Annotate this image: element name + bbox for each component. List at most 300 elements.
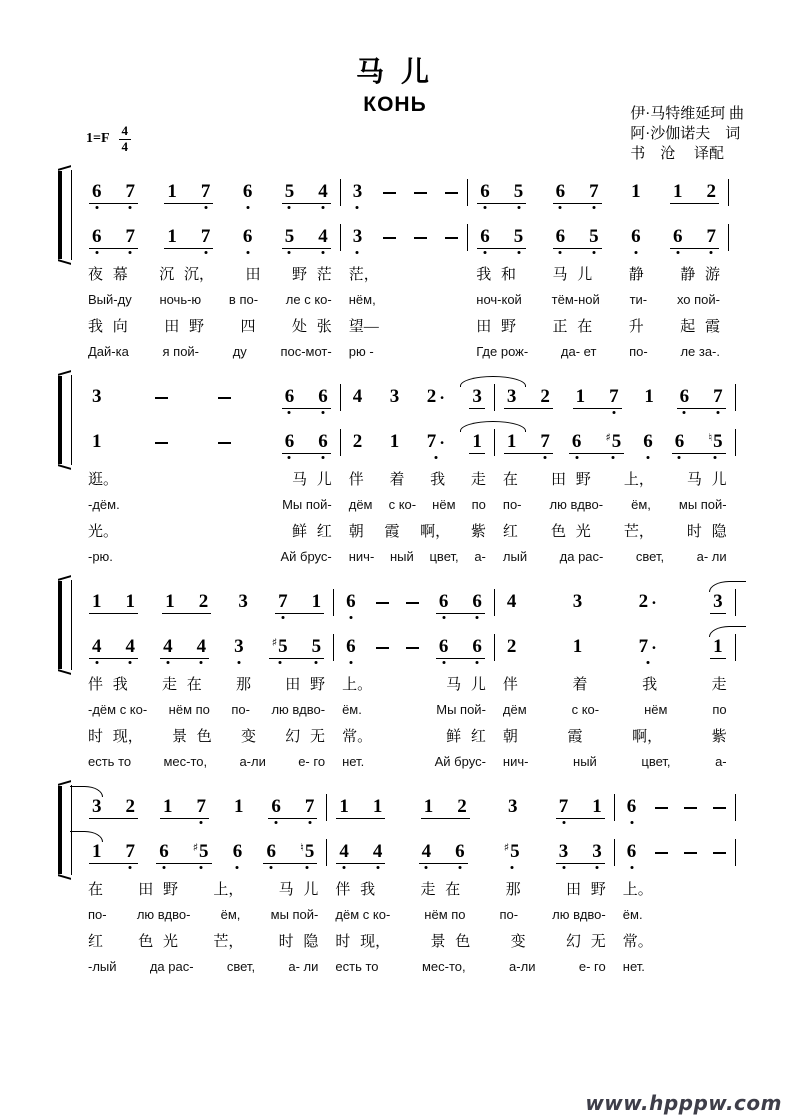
octave-dot bbox=[630, 866, 633, 869]
octave-dot bbox=[484, 206, 487, 209]
lyric-syllable: с ко- bbox=[388, 496, 417, 512]
lyric-syllable: 光。 bbox=[88, 523, 119, 540]
barline bbox=[735, 589, 736, 616]
note bbox=[353, 182, 363, 201]
note-digit: 3 bbox=[352, 226, 363, 247]
lyric-syllable: по- bbox=[499, 906, 519, 922]
octave-dot bbox=[246, 251, 249, 254]
augmentation-dot: · bbox=[651, 638, 657, 657]
note-group bbox=[164, 227, 213, 249]
measure bbox=[80, 580, 333, 625]
note bbox=[353, 432, 363, 451]
lyric-syllable: в по- bbox=[228, 291, 259, 307]
duration-dash bbox=[218, 442, 231, 444]
lyricist-credit: 阿·沙伽诺夫 词 bbox=[630, 126, 741, 142]
lyric-syllable: по- bbox=[88, 906, 107, 922]
note bbox=[373, 842, 383, 861]
lyric-syllable: е- го bbox=[298, 753, 326, 769]
lyric-syllable: 那 bbox=[236, 676, 252, 693]
lyric-syllable: ду bbox=[232, 343, 247, 359]
lyric-syllable: есть то bbox=[88, 753, 132, 769]
octave-dot bbox=[425, 866, 428, 869]
note bbox=[346, 637, 356, 656]
lyric-syllable: по- bbox=[231, 701, 250, 717]
note-digit: 2 bbox=[198, 590, 209, 612]
lyric-syllable: -дём с ко- bbox=[88, 701, 148, 717]
lyric-syllable: Где рож- bbox=[476, 343, 529, 359]
lyric-measure bbox=[80, 315, 340, 336]
lyric-measure bbox=[80, 754, 333, 769]
note bbox=[390, 432, 400, 451]
note bbox=[556, 182, 566, 201]
note-digit: 4 bbox=[318, 225, 328, 247]
octave-dot bbox=[510, 866, 513, 869]
note-digit: 4 bbox=[352, 386, 363, 407]
note-digit: 1 bbox=[644, 386, 654, 407]
octave-dot bbox=[517, 206, 520, 209]
note bbox=[472, 592, 482, 611]
duration-dash bbox=[414, 237, 427, 239]
note bbox=[573, 637, 583, 656]
note-group bbox=[556, 842, 605, 864]
octave-dot bbox=[630, 821, 633, 824]
lyric-measure bbox=[334, 725, 494, 746]
lyric-measure bbox=[80, 930, 326, 951]
note bbox=[167, 227, 177, 246]
note-digit: 7 bbox=[558, 795, 569, 817]
note-digit: 3 bbox=[92, 795, 102, 817]
note bbox=[540, 387, 550, 406]
sharp-icon: ♯ bbox=[192, 840, 199, 854]
note-group bbox=[350, 182, 366, 203]
lyric-syllable: да рас- bbox=[559, 548, 604, 564]
lyric-syllable: -дём. bbox=[88, 496, 120, 512]
duration-dash bbox=[414, 192, 427, 194]
lyric-line-3-zh bbox=[80, 312, 746, 338]
note-digit: 5 bbox=[199, 840, 209, 862]
note bbox=[285, 387, 295, 406]
note-digit: 1 bbox=[372, 795, 383, 817]
duration-dash bbox=[445, 237, 458, 239]
lyric-syllable: 色 光 bbox=[138, 933, 179, 950]
note-digit: 6 bbox=[679, 385, 690, 407]
octave-dot bbox=[676, 251, 679, 254]
lyric-syllable: 我 bbox=[430, 471, 446, 488]
lyric-syllable: 走 bbox=[711, 676, 727, 693]
lyric-syllable: 景 色 bbox=[430, 933, 471, 950]
note-digit: 4 bbox=[318, 180, 328, 202]
note bbox=[238, 592, 248, 611]
note bbox=[507, 387, 517, 406]
note bbox=[92, 227, 102, 246]
note bbox=[713, 387, 723, 406]
note bbox=[507, 432, 517, 451]
voice-row-2 bbox=[80, 830, 746, 875]
lyric-syllable: 啊， bbox=[420, 523, 451, 540]
lyric-syllable: нём bbox=[644, 701, 668, 717]
note-digit: 1 bbox=[92, 431, 102, 452]
note-digit: 3 bbox=[572, 591, 583, 612]
note-group bbox=[556, 797, 605, 819]
note-group bbox=[89, 842, 138, 864]
note bbox=[126, 637, 136, 656]
octave-dot bbox=[236, 866, 239, 869]
note-group bbox=[160, 797, 209, 819]
octave-dot bbox=[442, 616, 445, 619]
lyric-syllable: 静 游 bbox=[680, 266, 720, 283]
note-digit: 6 bbox=[242, 226, 253, 247]
lyric-syllable: лый bbox=[502, 548, 528, 564]
note-digit: 6 bbox=[92, 225, 102, 247]
lyric-syllable: 静 bbox=[628, 266, 644, 283]
note-group bbox=[436, 637, 485, 659]
note-group bbox=[504, 637, 520, 658]
octave-dot bbox=[288, 206, 291, 209]
lyric-measure bbox=[495, 497, 735, 512]
lyric-syllable: 红 bbox=[88, 933, 104, 950]
note-group bbox=[268, 797, 317, 819]
note-digit: 3 bbox=[352, 181, 363, 202]
lyric-syllable: 时 现， bbox=[88, 728, 143, 745]
measure bbox=[80, 215, 340, 260]
lyric-syllable: 上。 bbox=[342, 676, 373, 693]
note-digit: 6 bbox=[672, 225, 683, 247]
note bbox=[92, 797, 102, 816]
note-digit: 5 bbox=[513, 225, 524, 247]
voice-row-2 bbox=[80, 625, 746, 670]
lyric-syllable: есть то bbox=[335, 958, 379, 974]
note-digit: 1 bbox=[167, 180, 177, 202]
note-group bbox=[336, 842, 385, 864]
lyric-line-2-ru bbox=[80, 901, 746, 927]
octave-dot bbox=[596, 866, 599, 869]
octave-dot bbox=[710, 251, 713, 254]
octave-dot bbox=[321, 456, 324, 459]
lyric-syllable: 朝 bbox=[348, 523, 364, 540]
note-digit: 1 bbox=[713, 635, 723, 657]
lyric-line-1-zh bbox=[80, 465, 746, 491]
note-digit: 1 bbox=[472, 430, 482, 452]
note bbox=[234, 637, 244, 656]
augmentation-dot: · bbox=[439, 388, 445, 407]
duration-dash bbox=[376, 647, 389, 649]
system-start-line bbox=[71, 375, 72, 465]
note bbox=[300, 842, 314, 861]
octave-dot bbox=[646, 456, 649, 459]
lyric-measure bbox=[80, 725, 333, 746]
octave-dot bbox=[562, 821, 565, 824]
note-digit: 7 bbox=[304, 795, 315, 817]
lyric-syllable: 田 野 bbox=[164, 318, 204, 335]
note bbox=[422, 842, 432, 861]
note bbox=[271, 797, 281, 816]
note bbox=[559, 842, 569, 861]
lyric-syllable: 时 隐 bbox=[686, 523, 727, 540]
note-group bbox=[230, 842, 246, 863]
note-group bbox=[424, 387, 448, 408]
lyric-syllable: 鲜 红 bbox=[446, 728, 486, 745]
note-digit: 5 bbox=[589, 225, 599, 247]
lyric-line-2-ru bbox=[80, 491, 746, 517]
note-group bbox=[419, 842, 468, 864]
octave-dot bbox=[376, 866, 379, 869]
note bbox=[439, 592, 449, 611]
note bbox=[346, 592, 356, 611]
note-digit: 6 bbox=[472, 590, 482, 612]
barline bbox=[735, 429, 736, 456]
note-group bbox=[710, 637, 726, 659]
octave-dot bbox=[321, 206, 324, 209]
note bbox=[572, 432, 582, 451]
octave-dot bbox=[129, 206, 132, 209]
lyric-measure bbox=[80, 520, 340, 541]
note bbox=[272, 637, 288, 656]
lyric-line-4-ru bbox=[80, 543, 746, 569]
lyric-syllable: 色 光 bbox=[550, 523, 591, 540]
note-digit: 4 bbox=[163, 635, 173, 657]
note-digit: 7 bbox=[609, 385, 619, 407]
voice-row-1 bbox=[80, 375, 746, 420]
note bbox=[165, 592, 175, 611]
lyric-syllable: Ай брус- bbox=[280, 548, 332, 564]
lyric-syllable: цвет, bbox=[429, 548, 459, 564]
page-title: 马 儿 bbox=[355, 57, 434, 88]
sharp-icon: ♯ bbox=[503, 841, 510, 854]
lyric-measure bbox=[334, 754, 494, 769]
lyric-syllable: по- bbox=[629, 343, 648, 359]
lyric-syllable: ный bbox=[389, 548, 414, 564]
lyric-syllable: 那 bbox=[505, 881, 521, 898]
duration-dash bbox=[684, 852, 697, 854]
note bbox=[675, 432, 685, 451]
note-group bbox=[89, 227, 138, 249]
lyric-measure bbox=[495, 673, 735, 694]
octave-dot bbox=[646, 661, 649, 664]
note-digit: 6 bbox=[626, 796, 637, 817]
duration-dash bbox=[383, 237, 396, 239]
duration-dash bbox=[218, 397, 231, 399]
lyric-measure bbox=[327, 930, 613, 951]
note-digit: 6 bbox=[555, 225, 566, 247]
note-digit: 7 bbox=[589, 180, 599, 202]
note bbox=[631, 227, 641, 246]
note-group bbox=[469, 387, 485, 409]
barline bbox=[728, 179, 729, 206]
lyric-measure bbox=[80, 497, 340, 512]
note-digit: 1 bbox=[572, 636, 583, 657]
lyric-syllable: дём bbox=[502, 701, 527, 717]
octave-dot bbox=[162, 866, 165, 869]
system-bracket bbox=[58, 171, 72, 259]
lyric-measure bbox=[341, 497, 494, 512]
note-digit: 7 bbox=[713, 385, 723, 407]
note bbox=[126, 592, 136, 611]
measure bbox=[80, 170, 340, 215]
lyric-syllable: 沉 沉， bbox=[159, 266, 214, 283]
lyric-syllable: да- ет bbox=[560, 343, 597, 359]
note-digit: 3 bbox=[507, 796, 518, 817]
note bbox=[706, 182, 716, 201]
octave-dot bbox=[321, 411, 324, 414]
lyric-line-1-zh bbox=[80, 260, 746, 286]
note-group bbox=[89, 432, 105, 453]
lyric-syllable: ный bbox=[573, 753, 597, 769]
lyric-syllable: 时 现， bbox=[335, 933, 391, 950]
lyric-syllable: -рю. bbox=[88, 548, 113, 564]
note-digit: 6 bbox=[480, 180, 490, 202]
note-digit: 1 bbox=[575, 385, 586, 407]
octave-dot bbox=[678, 456, 681, 459]
lyric-syllable: Ай брус- bbox=[434, 753, 486, 769]
lyric-measure bbox=[615, 930, 735, 951]
lyric-measure bbox=[495, 549, 735, 564]
note-digit: 6 bbox=[674, 430, 685, 452]
octave-dot bbox=[288, 456, 291, 459]
lyric-syllable: 田 野 bbox=[138, 881, 179, 898]
lyric-syllable: 我 向 bbox=[88, 318, 128, 335]
note bbox=[576, 387, 586, 406]
lyric-syllable: а-ли bbox=[509, 958, 536, 974]
duration-dash bbox=[155, 442, 168, 444]
note bbox=[559, 797, 569, 816]
note-digit: 6 bbox=[455, 840, 465, 862]
note-digit: 2 bbox=[506, 636, 517, 657]
lyric-syllable: 变 bbox=[510, 933, 526, 950]
barline bbox=[728, 224, 729, 251]
note-digit: 7 bbox=[278, 590, 288, 612]
note-group bbox=[350, 432, 366, 453]
note-group bbox=[636, 592, 660, 613]
note bbox=[312, 637, 322, 656]
note-group bbox=[240, 182, 256, 203]
lyric-measure bbox=[615, 959, 735, 974]
note-digit: 2 bbox=[457, 795, 467, 817]
lyric-syllable: е- го bbox=[578, 958, 606, 974]
note-group bbox=[469, 432, 485, 454]
octave-dot bbox=[308, 821, 311, 824]
note-group bbox=[263, 842, 317, 864]
lyric-syllable: 上， bbox=[623, 471, 654, 488]
lyric-syllable: ле за-. bbox=[680, 343, 720, 359]
note bbox=[126, 842, 136, 861]
lyric-measure bbox=[80, 907, 326, 922]
note bbox=[305, 797, 315, 816]
note-group bbox=[336, 797, 385, 819]
lyric-syllable: 在 bbox=[88, 881, 104, 898]
measure bbox=[80, 625, 333, 670]
note bbox=[126, 227, 136, 246]
lyric-syllable: 红 bbox=[502, 523, 518, 540]
note-digit: 3 bbox=[558, 840, 569, 862]
system-bracket bbox=[58, 786, 72, 874]
lyric-syllable: -лый bbox=[88, 958, 117, 974]
note-group bbox=[343, 637, 359, 658]
key-time-signature bbox=[86, 124, 131, 155]
lyric-measure bbox=[80, 702, 333, 717]
note-group bbox=[231, 797, 247, 818]
composer-credit: 伊·马特维延珂 曲 bbox=[630, 106, 744, 122]
note-group bbox=[231, 637, 247, 658]
note bbox=[92, 387, 102, 406]
note-digit: 5 bbox=[311, 635, 322, 657]
lyric-syllable: цвет, bbox=[641, 753, 671, 769]
note bbox=[589, 227, 599, 246]
octave-dot bbox=[592, 251, 595, 254]
lyric-syllable: мы пой- bbox=[270, 906, 319, 922]
note-group bbox=[573, 387, 622, 409]
note bbox=[163, 637, 173, 656]
note-digit: 1 bbox=[592, 795, 602, 817]
octave-dot bbox=[476, 616, 479, 619]
note bbox=[472, 387, 482, 406]
lyric-syllable: 幻 无 bbox=[285, 728, 326, 745]
lyric-syllable: 田 野 bbox=[285, 676, 326, 693]
lyric-syllable: по bbox=[471, 496, 486, 512]
note bbox=[592, 842, 602, 861]
note-digit: 6 bbox=[318, 385, 328, 407]
note-digit: 1 bbox=[125, 590, 135, 612]
note bbox=[424, 797, 434, 816]
note-digit: 3 bbox=[389, 386, 400, 407]
lyric-syllable: 常。 bbox=[622, 933, 653, 950]
lyric-measure bbox=[468, 263, 728, 284]
sharp-icon: ♯ bbox=[271, 635, 278, 649]
note-group bbox=[504, 592, 520, 613]
note bbox=[680, 387, 690, 406]
lyric-syllable: 伴 bbox=[348, 471, 364, 488]
note-group bbox=[162, 592, 211, 614]
lyric-syllable: 在 bbox=[502, 471, 518, 488]
note bbox=[508, 797, 518, 816]
lyric-syllable: нет. bbox=[622, 958, 645, 974]
note-digit: 5 bbox=[510, 841, 520, 862]
lyric-syllable: 霞 bbox=[384, 523, 400, 540]
note-group bbox=[553, 227, 602, 249]
note-digit: 1 bbox=[167, 225, 177, 247]
note bbox=[339, 842, 349, 861]
measure bbox=[327, 785, 613, 830]
octave-dot bbox=[683, 411, 686, 414]
duration-dash bbox=[713, 852, 726, 854]
lyric-syllable: нём по bbox=[168, 701, 210, 717]
note-group bbox=[504, 432, 553, 454]
lyric-syllable: 芒， bbox=[213, 933, 244, 950]
note-digit: 6 bbox=[555, 180, 566, 202]
octave-dot bbox=[356, 206, 359, 209]
translator-credit: 书 沧 译配 bbox=[630, 146, 725, 162]
note-group bbox=[553, 182, 602, 204]
lyric-syllable: а- ли bbox=[288, 958, 319, 974]
note-digit: 6 bbox=[318, 430, 328, 452]
lyric-syllable: нич- bbox=[502, 753, 529, 769]
lyric-measure bbox=[80, 549, 340, 564]
note-group bbox=[628, 227, 644, 248]
lyric-syllable: 正 在 bbox=[552, 318, 593, 335]
note-digit: 1 bbox=[92, 590, 102, 612]
duration-dash bbox=[376, 602, 389, 604]
note-digit: 6 bbox=[346, 591, 356, 612]
note bbox=[353, 227, 363, 246]
note-group bbox=[672, 432, 726, 454]
note-digit: 1 bbox=[162, 795, 173, 817]
note-digit: 7 bbox=[200, 180, 211, 202]
note-digit: 6 bbox=[631, 226, 641, 247]
duration-dash bbox=[655, 807, 668, 809]
lyric-syllable: а- bbox=[715, 753, 727, 769]
lyric-syllable: 紫 bbox=[470, 523, 486, 540]
lyric-syllable: дём bbox=[348, 496, 373, 512]
note-group bbox=[570, 592, 586, 613]
